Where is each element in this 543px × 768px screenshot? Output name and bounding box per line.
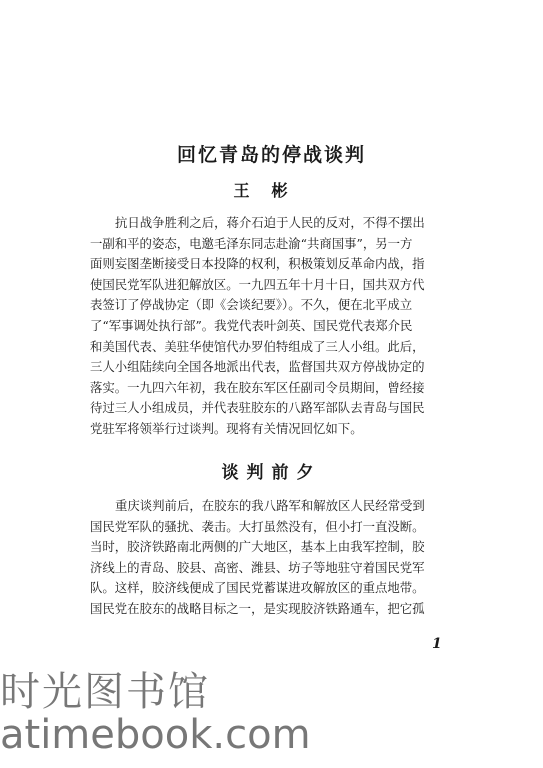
watermark-title: 时光图书馆 [0, 669, 210, 715]
text-line: 济线上的青岛、胶县、高密、潍县、坊子等地驻守着国民党军 [90, 559, 425, 575]
text-line: 落实。一九四六年初，我在胶东军区任副司令员期间，曾经接 [90, 379, 425, 395]
article-title: 回忆青岛的停战谈判 [176, 144, 366, 166]
text-line: 队。这样，胶济线便成了国民党蓄谋进攻解放区的重点地带。 [90, 580, 425, 596]
text-line: 使国民党军队进犯解放区。一九四五年十月十日，国共双方代 [90, 276, 425, 292]
section-heading: 谈判前夕 [221, 463, 322, 483]
text-line: 和美国代表、美驻华使馆代办罗伯特组成了三人小组。此后， [90, 338, 425, 354]
text-line: 待过三人小组成员，并代表驻胶东的八路军部队去青岛与国民 [90, 400, 425, 416]
text-line: 表签订了停战协定（即《会谈纪要》）。不久，便在北平成立 [90, 297, 413, 313]
text-line: 一副和平的姿态，电邀毛泽东同志赴渝“共商国事”，另一方 [90, 235, 413, 251]
paragraph-section [90, 496, 462, 620]
text-line: 抗日战争胜利之后，蒋介石迫于人民的反对，不得不摆出 [115, 215, 425, 230]
text-line: 重庆谈判前后，在胶东的我八路军和解放区人民经常受到 [115, 498, 425, 513]
text-line: 国民党军队的骚扰、袭击。大打虽然没有，但小打一直没断。 [90, 518, 425, 534]
text-line: 了“军事调处执行部”。我党代表叶剑英、国民党代表郑介民 [90, 317, 413, 333]
text-line: 当时，胶济铁路南北两侧的广大地区，基本上由我军控制，胶 [90, 539, 425, 555]
text-line: 三人小组陆续向全国各地派出代表，监督国共双方停战协定的 [90, 359, 425, 375]
author-name: 王彬 [233, 181, 310, 200]
watermark-url: atimebook.com [0, 712, 311, 758]
paragraph-intro [90, 213, 462, 440]
text-line: 党驻军将领举行过谈判。现将有关情况回忆如下。 [90, 420, 363, 436]
page-number: 1 [432, 636, 442, 652]
text-line: 面则妄图垄断接受日本投降的权利，积极策划反革命内战，指 [90, 256, 425, 272]
text-line: 国民党在胶东的战略目标之一，是实现胶济铁路通车，把它孤 [90, 600, 425, 616]
